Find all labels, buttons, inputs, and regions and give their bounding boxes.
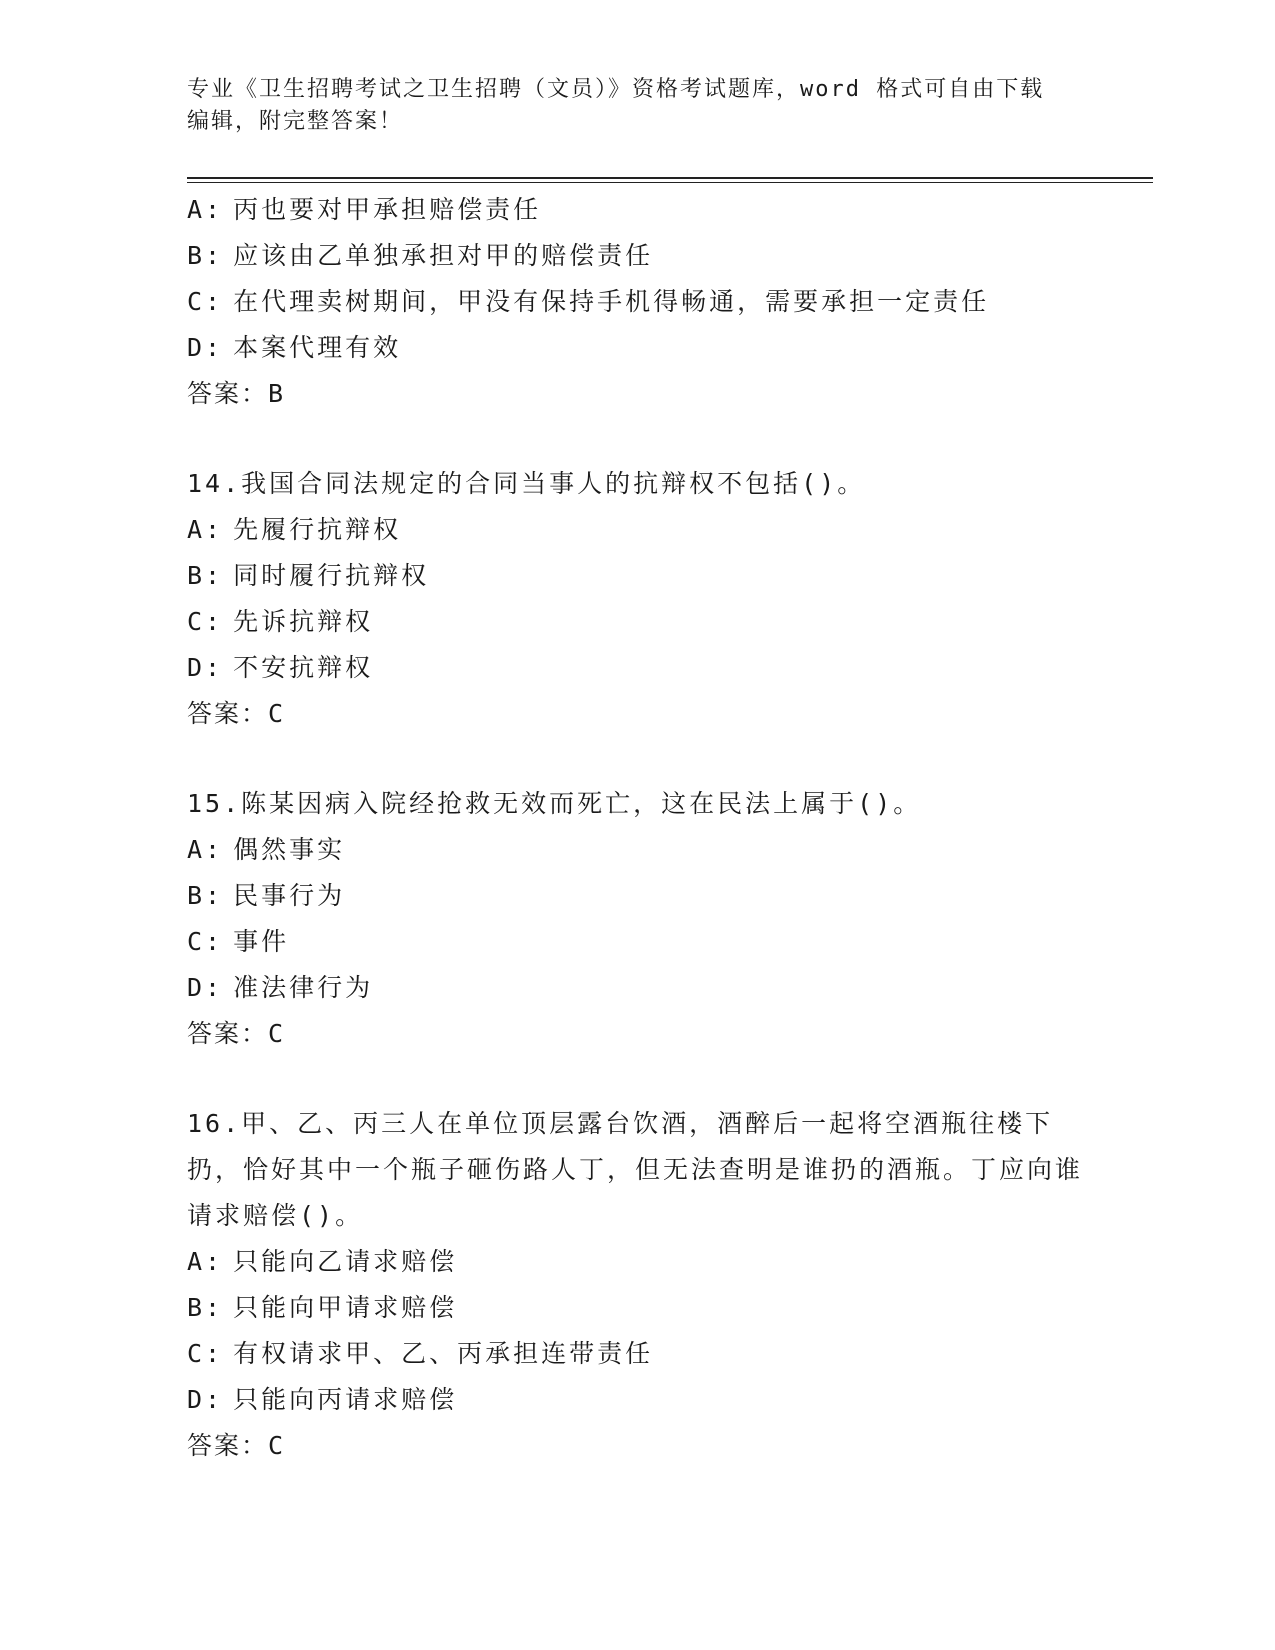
option-a: A: 丙也要对甲承担赔偿责任 bbox=[187, 195, 542, 224]
option-d: D: 本案代理有效 bbox=[187, 333, 402, 362]
option-d: D: 只能向丙请求赔偿 bbox=[187, 1385, 458, 1414]
question-stem: 14.我国合同法规定的合同当事人的抗辩权不包括()。 bbox=[187, 469, 866, 498]
option-d: D: 准法律行为 bbox=[187, 973, 374, 1002]
option-b: B: 应该由乙单独承担对甲的赔偿责任 bbox=[187, 241, 654, 270]
answer-line: 答案：C bbox=[187, 1019, 286, 1048]
question-stem: 16.甲、乙、丙三人在单位顶层露台饮酒，酒醉后一起将空酒瓶往楼下扔，恰好其中一个瓶子砸伤路人丁，但无法查明是谁扔的酒瓶。丁应向谁请求赔偿()。 bbox=[187, 1109, 1084, 1230]
option-b: B: 民事行为 bbox=[187, 881, 346, 910]
option-d: D: 不安抗辩权 bbox=[187, 653, 374, 682]
answer-line: 答案：B bbox=[187, 379, 286, 408]
option-c: C: 先诉抗辩权 bbox=[187, 607, 374, 636]
question-13-tail bbox=[187, 187, 1107, 417]
option-b: B: 同时履行抗辩权 bbox=[187, 561, 430, 590]
question-14 bbox=[187, 461, 1107, 737]
question-15 bbox=[187, 781, 1107, 1057]
option-c: C: 有权请求甲、乙、丙承担连带责任 bbox=[187, 1339, 654, 1368]
question-16 bbox=[187, 1101, 1107, 1469]
header-divider bbox=[187, 177, 1153, 183]
option-c: C: 在代理卖树期间，甲没有保持手机得畅通，需要承担一定责任 bbox=[187, 287, 990, 316]
page-header bbox=[187, 74, 1087, 138]
answer-line: 答案：C bbox=[187, 1431, 286, 1460]
question-stem: 15.陈某因病入院经抢救无效而死亡，这在民法上属于()。 bbox=[187, 789, 922, 818]
header-line-1: 专业《卫生招聘考试之卫生招聘（文员）》资格考试题库，word 格式可自由下载 bbox=[187, 77, 1045, 102]
header-line-2: 编辑，附完整答案！ bbox=[187, 109, 404, 134]
option-b: B: 只能向甲请求赔偿 bbox=[187, 1293, 458, 1322]
option-a: A: 偶然事实 bbox=[187, 835, 346, 864]
question-list bbox=[187, 187, 1107, 1469]
option-a: A: 先履行抗辩权 bbox=[187, 515, 402, 544]
answer-line: 答案：C bbox=[187, 699, 286, 728]
option-a: A: 只能向乙请求赔偿 bbox=[187, 1247, 458, 1276]
option-c: C: 事件 bbox=[187, 927, 290, 956]
